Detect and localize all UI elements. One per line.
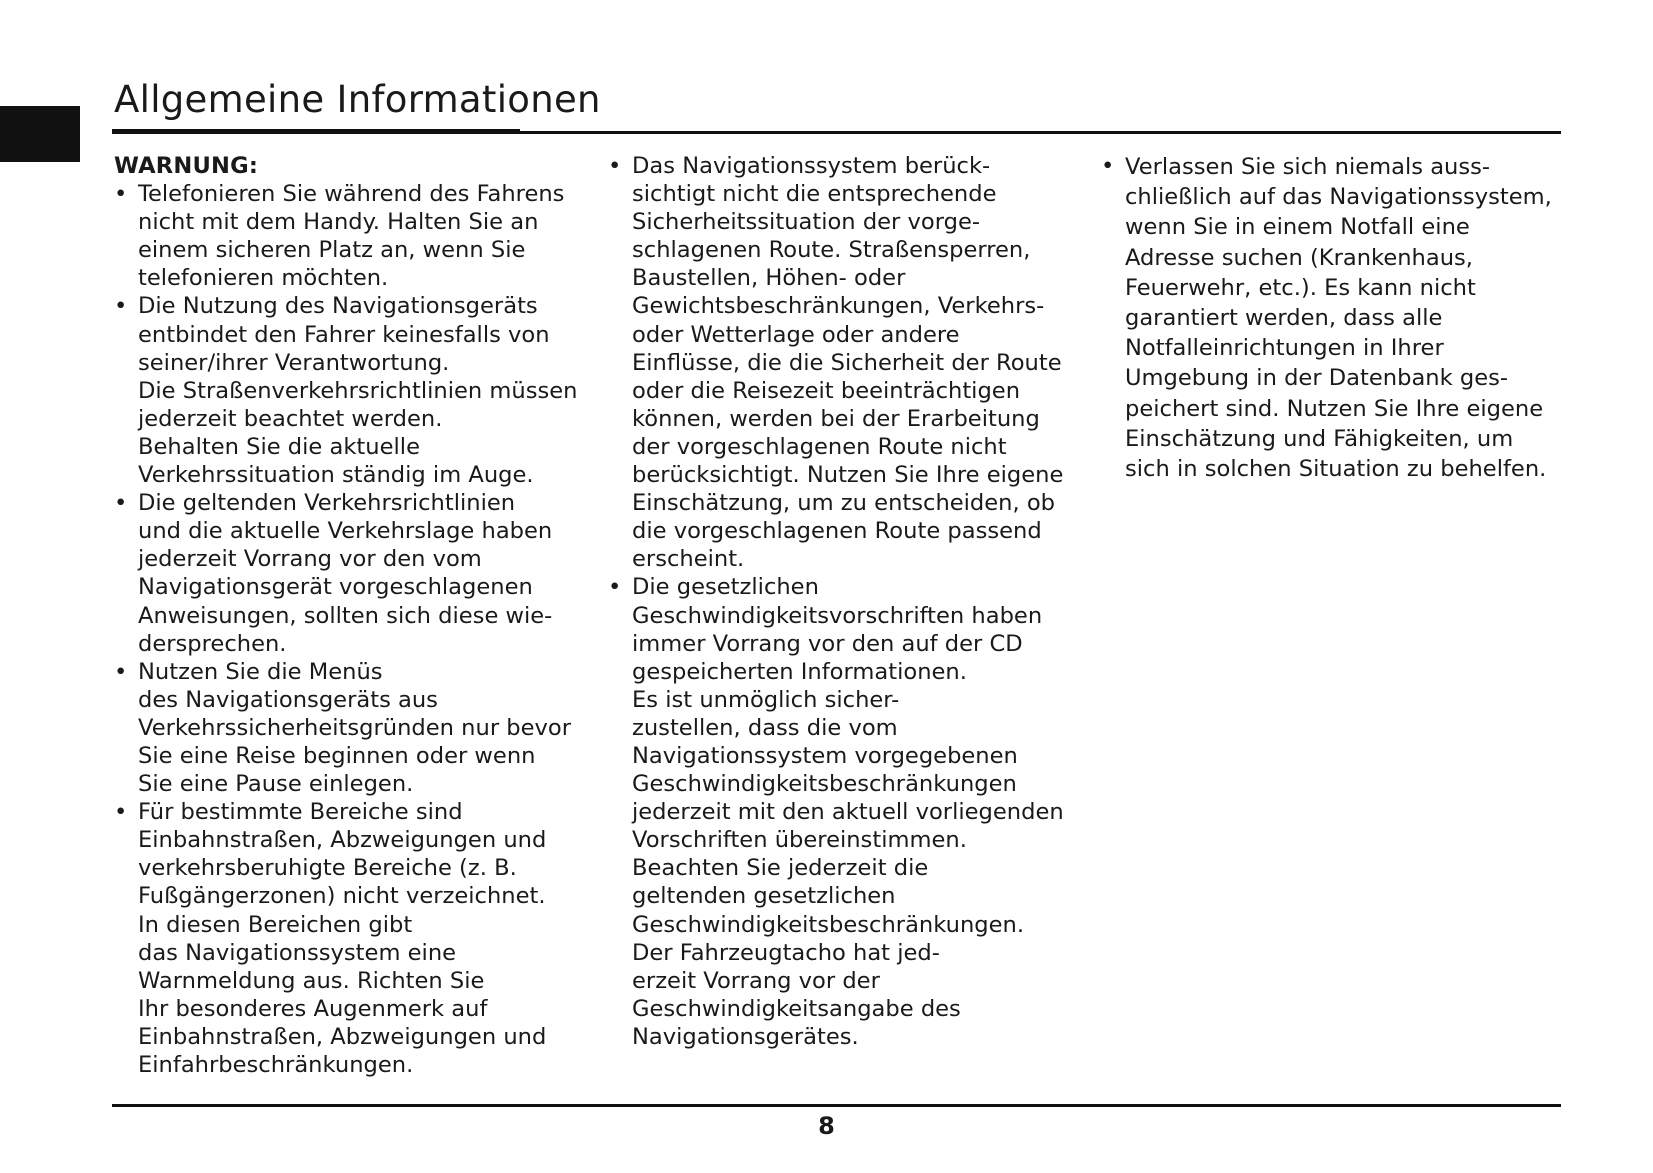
text-line: garantiert werden, dass alle xyxy=(1125,305,1443,332)
text-line: gespeicherten Informationen. xyxy=(632,658,967,685)
footer-rule xyxy=(112,1104,1561,1107)
text-line: erscheint. xyxy=(632,546,745,573)
text-line: dersprechen. xyxy=(138,630,287,657)
text-line: Geschwindigkeitsbeschränkungen. xyxy=(632,911,1025,938)
text-line: einem sicheren Platz an, wenn Sie xyxy=(138,237,526,264)
text-line: zustellen, dass die vom xyxy=(632,714,898,741)
text-line: Es ist unmöglich sicher- xyxy=(632,686,900,713)
column-1 xyxy=(114,152,576,1079)
text-line: des Navigationsgeräts aus xyxy=(138,686,438,713)
text-line: Für bestimmte Bereiche sind xyxy=(138,799,463,826)
text-line: oder Wetterlage oder andere xyxy=(632,321,960,348)
text-line: Gewichtsbeschränkungen, Verkehrs- xyxy=(632,293,1045,320)
text-line: jederzeit Vorrang vor den vom xyxy=(138,546,482,573)
bullet-dot-icon: • xyxy=(114,658,128,685)
bullet-dot-icon: • xyxy=(114,490,128,517)
text-line: Geschwindigkeitsvorschriften haben xyxy=(632,602,1043,629)
text-line: Geschwindigkeitsbeschränkungen xyxy=(632,771,1017,798)
text-line: Verkehrssituation ständig im Auge. xyxy=(138,462,534,489)
bullet-item xyxy=(608,573,1070,1051)
bullet-item xyxy=(114,489,576,658)
text-line: sich in solchen Situation zu behelfen. xyxy=(1125,456,1547,483)
text-line: Baustellen, Höhen- oder xyxy=(632,265,906,292)
text-line: und die aktuelle Verkehrslage haben xyxy=(138,518,553,545)
text-line: Die geltenden Verkehrsrichtlinien xyxy=(138,490,516,517)
bullet-dot-icon: • xyxy=(1101,153,1115,179)
text-line: Navigationsgerätes. xyxy=(632,1023,859,1050)
bullet-item xyxy=(114,180,576,292)
text-line: jederzeit mit den aktuell vorliegenden xyxy=(632,799,1064,826)
text-line: peichert sind. Nutzen Sie Ihre eigene xyxy=(1125,395,1544,422)
warning-list-continued xyxy=(608,152,1070,1051)
text-line: können, werden bei der Erarbeitung xyxy=(632,405,1040,432)
warning-list xyxy=(114,180,576,1079)
column-3 xyxy=(1101,152,1563,484)
text-line: Behalten Sie die aktuelle xyxy=(138,433,420,460)
text-line: chließlich auf das Navigationssystem, xyxy=(1125,184,1552,211)
text-line: immer Vorrang vor den auf der CD xyxy=(632,630,1023,657)
page-title: Allgemeine Informationen xyxy=(114,78,601,121)
emergency-warning-list xyxy=(1101,152,1563,484)
text-line: Einbahnstraßen, Abzweigungen und xyxy=(138,827,547,854)
text-line: die vorgeschlagenen Route passend xyxy=(632,518,1042,545)
warning-heading: WARNUNG: xyxy=(114,153,259,179)
text-line: In diesen Bereichen gibt xyxy=(138,911,413,938)
text-line: seiner/ihrer Verantwortung. xyxy=(138,349,450,376)
text-line: Einschätzung, um zu entscheiden, ob xyxy=(632,490,1056,517)
text-line: Die Straßenverkehrsrichtlinien müssen xyxy=(138,377,578,404)
text-line: das Navigationssystem eine xyxy=(138,939,457,966)
text-line: Notfalleinrichtungen in Ihrer xyxy=(1125,335,1444,362)
bullet-dot-icon: • xyxy=(608,574,622,601)
page-number: 8 xyxy=(818,1112,835,1140)
text-line: Verlassen Sie sich niemals auss- xyxy=(1125,154,1491,180)
text-line: Die Nutzung des Navigationsgeräts xyxy=(138,293,538,320)
bullet-item xyxy=(114,658,576,798)
text-line: schlagenen Route. Straßensperren, xyxy=(632,237,1031,264)
text-line: Verkehrssicherheitsgründen nur bevor xyxy=(138,714,572,741)
text-line: Warnmeldung aus. Richten Sie xyxy=(138,967,485,994)
text-line: sichtigt nicht die entsprechende xyxy=(632,181,997,208)
text-line: Sie eine Reise beginnen oder wenn xyxy=(138,742,536,769)
bullet-dot-icon: • xyxy=(114,181,128,208)
text-line: Der Fahrzeugtacho hat jed- xyxy=(632,939,940,966)
text-line: berücksichtigt. Nutzen Sie Ihre eigene xyxy=(632,462,1064,489)
text-line: Ihr besonderes Augenmerk auf xyxy=(138,995,488,1022)
text-line: Umgebung in der Datenbank ges- xyxy=(1125,365,1509,392)
header-rule xyxy=(112,131,1561,134)
text-line: Das Navigationssystem berück- xyxy=(632,153,991,179)
bullet-item xyxy=(114,798,576,1079)
text-line: Einfahrbeschränkungen. xyxy=(138,1052,414,1078)
text-line: Geschwindigkeitsangabe des xyxy=(632,995,961,1022)
text-line: geltenden gesetzlichen xyxy=(632,883,896,910)
text-line: Einflüsse, die die Sicherheit der Route xyxy=(632,349,1062,376)
text-line: Navigationssystem vorgegebenen xyxy=(632,742,1018,769)
text-line: Beachten Sie jederzeit die xyxy=(632,855,929,882)
text-line: verkehrsberuhigte Bereiche (z. B. xyxy=(138,855,517,882)
text-line: Vorschriften übereinstimmen. xyxy=(632,827,967,854)
text-line: Einschätzung und Fähigkeiten, um xyxy=(1125,425,1514,452)
text-line: Feuerwehr, etc.). Es kann nicht xyxy=(1125,274,1476,301)
text-line: telefonieren möchten. xyxy=(138,265,389,292)
text-line: Navigationsgerät vorgeschlagenen xyxy=(138,574,533,601)
text-line: Nutzen Sie die Menüs xyxy=(138,658,383,685)
chapter-tab-marker xyxy=(0,106,80,162)
text-line: Anweisungen, sollten sich diese wie- xyxy=(138,602,553,629)
text-line: Sie eine Pause einlegen. xyxy=(138,771,414,798)
text-line: Fußgängerzonen) nicht verzeichnet. xyxy=(138,883,546,910)
text-line: wenn Sie in einem Notfall eine xyxy=(1125,214,1470,241)
bullet-dot-icon: • xyxy=(114,293,128,320)
bullet-dot-icon: • xyxy=(608,153,622,179)
text-line: entbindet den Fahrer keinesfalls von xyxy=(138,321,550,348)
bullet-item xyxy=(608,152,1070,573)
text-line: Einbahnstraßen, Abzweigungen und xyxy=(138,1023,547,1050)
text-line: der vorgeschlagenen Route nicht xyxy=(632,433,1007,460)
bullet-dot-icon: • xyxy=(114,799,128,826)
text-line: Die gesetzlichen xyxy=(632,574,819,601)
text-line: Adresse suchen (Krankenhaus, xyxy=(1125,244,1473,271)
text-line: Sicherheitssituation der vorge- xyxy=(632,209,981,236)
text-line: nicht mit dem Handy. Halten Sie an xyxy=(138,209,539,236)
bullet-item xyxy=(1101,152,1563,484)
column-2 xyxy=(608,152,1070,1051)
text-line: jederzeit beachtet werden. xyxy=(138,405,443,432)
text-line: erzeit Vorrang vor der xyxy=(632,967,880,994)
bullet-item xyxy=(114,292,576,489)
text-line: oder die Reisezeit beeinträchtigen xyxy=(632,377,1021,404)
text-line: Telefonieren Sie während des Fahrens xyxy=(138,181,565,208)
